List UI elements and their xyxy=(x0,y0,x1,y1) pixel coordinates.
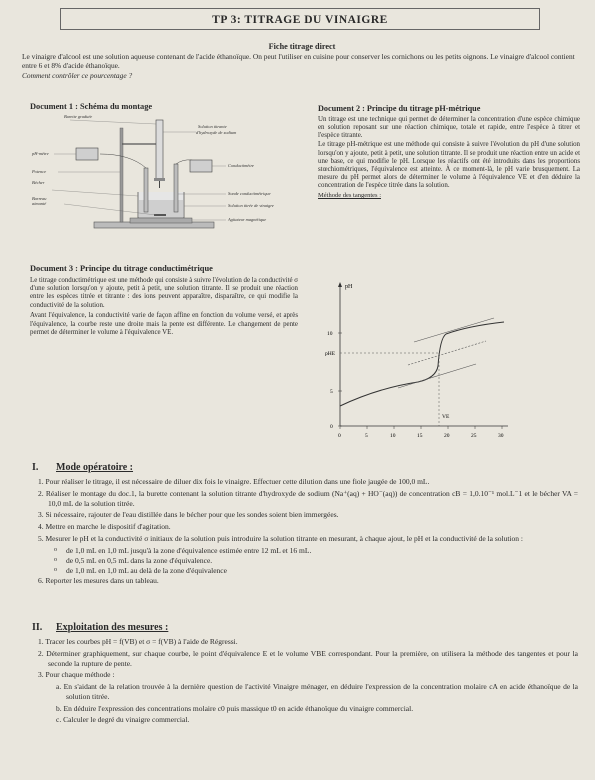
intro-question: Comment contrôler ce pourcentage ? xyxy=(22,71,133,81)
exploit-3: 3. Pour chaque méthode : xyxy=(38,670,115,680)
exploit-3b: b. En déduire l'expression des concentrations molaire c0 puis massique t0 en acide éthanoïque du vinaigre commercial. xyxy=(56,703,414,713)
intro-paragraph xyxy=(22,52,578,81)
section-1-heading xyxy=(32,462,578,474)
graph-y-label: pH xyxy=(345,284,353,290)
step-5: 5. Mesurer le pH et la conductivité σ initiaux de la solution puis introduire la solution titrante en mesurant, à chaque ajout, le pH et la conductivité de la solution : xyxy=(38,533,523,543)
ve-label: VE xyxy=(442,414,450,420)
doc3-paragraph-2: Avant l'équivalence, la conductivité varie de façon affine en fonction du volume versé, et après l'équivalence, la courbe reste une droite mais la pente est différente. Le changement de pente permet de déterminer le volume à l'équivalence VE. xyxy=(30,312,298,337)
x-tick-5: 5 xyxy=(365,433,368,439)
section-2-number: II. xyxy=(32,622,43,633)
label-conductimetre: Conductimètre xyxy=(228,163,254,168)
label-barreau: Barreau xyxy=(32,196,47,201)
step-5-sub-2: o de 0,5 mL en 0,5 mL dans la zone d'équivalence. xyxy=(32,556,578,565)
step-5-sub-1: o de 1,0 mL en 1,0 mL jusqu'à la zone d'équivalence estimée entre 12 mL et 16 mL. xyxy=(32,546,578,555)
titration-setup-diagram xyxy=(30,114,288,238)
tangent-graph-svg xyxy=(318,278,518,443)
exploit-3c: c. Calculer le degré du vinaigre commercial. xyxy=(56,715,190,725)
section-1-title: Mode opératoire : xyxy=(56,462,134,473)
step-6: 6. Reporter les mesures dans un tableau. xyxy=(38,576,159,586)
x-tick-10: 10 xyxy=(390,433,396,439)
x-tick-20: 20 xyxy=(444,433,450,439)
step-1: 1. Pour réaliser le titrage, il est nécessaire de diluer dix fois le vinaigre. Effectuer cette dilution dans une fiole jaugée de 100,0 mL. xyxy=(38,477,430,487)
worksheet-page xyxy=(22,8,582,768)
doc2-title: Document 2 : Principe du titrage pH-métrique xyxy=(318,104,481,113)
section-exploitation xyxy=(32,622,578,727)
section-1-number: I. xyxy=(32,462,39,473)
exploit-2: 2. Déterminer graphiquement, sur chaque courbe, le point d'équivalence E et le volume VBE correspondant. Pour la première, on utilisera la méthode des tangentes et pour la seconde la rupture de pente. xyxy=(38,648,578,668)
step-4: 4. Mettre en marche le dispositif d'agitation. xyxy=(38,522,171,532)
label-solution-titree: Solution titrée de vinaigre xyxy=(228,203,274,208)
step-2: 2. Réaliser le montage du doc.1, la burette contenant la solution titrante d'hydroxyde de sodium (Na⁺(aq) + HO⁻(aq)) de concentration cB = 1,0.10⁻¹ mol.L⁻1 et le bécher VA = 10,0 mL de la solution titrée. xyxy=(38,488,578,508)
y-tick-10: 10 xyxy=(327,331,333,337)
label-sonde: Sonde conductimétrique xyxy=(228,191,271,196)
doc2-paragraph-1: Un titrage est une technique qui permet de déterminer la concentration d'une espèce chimique en solution reposant sur une réaction chimique, totale et rapide, entre l'espèce à titrer et l'espèce titrante. xyxy=(318,116,580,140)
titration-curve xyxy=(340,322,504,406)
label-becher: Bécher xyxy=(32,180,45,185)
label-burette: Burette graduée xyxy=(64,114,93,119)
section-2-title: Exploitation des mesures : xyxy=(56,622,169,633)
section-2-heading xyxy=(32,622,578,634)
doc2-paragraph-2: Le titrage pH-métrique est une méthode qui consiste à suivre l'évolution du pH d'une solution lorsqu'on y ajoute, petit à petit, une solution titrante. Il se produit une réaction entre un acide et une base, ce qui modifie le pH. Lorsque les réactifs ont été introduits dans les proportions stœchiométriques, l'équivalence est atteinte. À ce moment-là, le pH varie brusquement. La mesure du pH permet alors de déterminer le volume à l'équivalence VE et d'en déduire la concentration de l'espèce titrée dans la solution. xyxy=(318,141,580,190)
label-solution-titrante: Solution titrante xyxy=(198,124,227,129)
label-solution-titrante-desc: d'hydroxyde de sodium xyxy=(196,130,237,135)
x-tick-0: 0 xyxy=(338,433,341,439)
document-2 xyxy=(318,104,580,200)
page-title: TP 3: TITRAGE DU VINAIGRE xyxy=(60,8,540,30)
doc3-title: Document 3 : Principe du titrage conductimétrique xyxy=(30,264,213,273)
tangent-lower xyxy=(398,364,476,388)
label-agitateur: Agitateur magnétique xyxy=(228,217,267,222)
x-tick-25: 25 xyxy=(471,433,477,439)
step-3: 3. Si nécessaire, rajouter de l'eau distillée dans le bécher pour que les sondes soient bien immergées. xyxy=(38,510,339,520)
exploit-1: 1. Tracer les courbes pH = f(VB) et σ = f(VB) à l'aide de Régressi. xyxy=(38,637,238,647)
document-1 xyxy=(30,102,288,242)
exploit-3a: a. En s'aidant de la relation trouvée à la dernière question de l'activité Vinaigre ménager, en déduire l'expression de la concentration molaire cA en acide éthanoïque de la solution titrée. xyxy=(56,682,578,701)
x-tick-15: 15 xyxy=(417,433,423,439)
tangent-method-title: Méthode des tangentes : xyxy=(318,192,381,200)
page-subtitle: Fiche titrage direct xyxy=(268,42,336,51)
tangent-upper xyxy=(414,318,494,342)
x-tick-30: 30 xyxy=(498,433,504,439)
document-3 xyxy=(30,264,298,337)
label-potence: Potence xyxy=(32,169,47,174)
intro-text: Le vinaigre d'alcool est une solution aqueuse contenant de l'acide éthanoïque. On peut l'utiliser en cuisine pour conserver les cornichons ou les petits oignons. Le vinaigre d'alcool contient entre 6 et 8% d'acide éthanoïque. xyxy=(22,52,575,71)
doc1-title: Document 1 : Schéma du montage xyxy=(30,102,153,111)
phe-label: pHE xyxy=(325,351,336,357)
label-aimante: aimanté xyxy=(32,201,47,206)
doc3-paragraph-1: Le titrage conductimétrique est une méthode qui consiste à suivre l'évolution de la conductivité σ d'une solution lorsqu'on y ajoute, petit à petit, une solution titrante. Il se produit une réaction entre les espèces titrée et titrante : des ions peuvent apparaître, disparaître, ce qui modifie la conductivité de la solution. xyxy=(30,276,298,309)
tangent-method-graph xyxy=(318,278,518,443)
section-mode-operatoire xyxy=(32,462,578,588)
tangent-middle xyxy=(408,341,486,365)
y-tick-0: 0 xyxy=(330,424,333,430)
label-ph-metre: pH-mètre xyxy=(32,151,49,156)
step-5-sub-3: o de 1,0 mL en 1,0 mL au delà de la zone d'équivalence xyxy=(32,566,578,575)
y-tick-5: 5 xyxy=(330,389,333,395)
